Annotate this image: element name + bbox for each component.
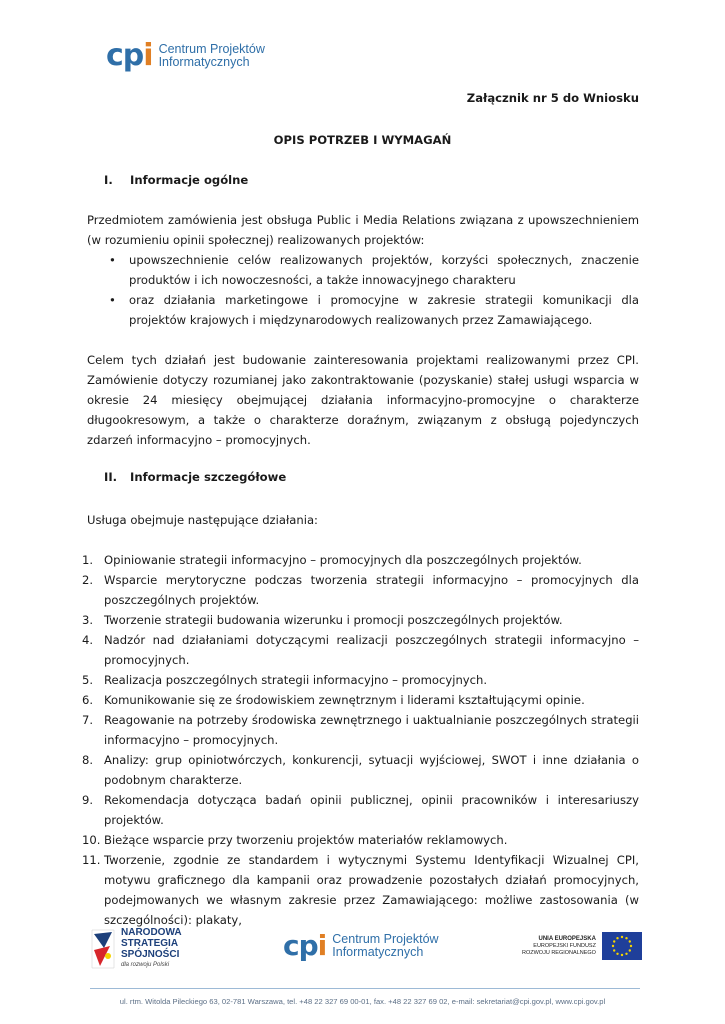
- cpi-logo-mark: cpi: [283, 929, 327, 962]
- list-item: 4. Nadzór nad działaniami dotyczącymi realizacji poszczególnych strategii informacyjno – promocyjnych.: [82, 633, 639, 667]
- intro-block: [87, 210, 639, 330]
- list-item: • upowszechnienie celów realizowanych projektów, korzyści społecznych, znaczenie produktów i ich nowoczesności, a także innowacyjnego charakteru: [87, 250, 639, 290]
- purpose-paragraph: Celem tych działań jest budowanie zainteresowania projektami realizowanymi przez CPI. Zamówienie dotyczy rozumianej jako zakontraktowanie (pozyskanie) stałej usługi wsparcia w okresie 24 miesięcy obejmującej działania informacyjno-promocyjne o charakterze długookresowym, a także o charakterze doraźnym, związanym z obsługą pojedynczych zdarzeń informacyjno – promocyjnych.: [87, 353, 639, 447]
- eu-logo: UNIA EUROPEJSKA EUROPEJSKI FUNDUSZ ROZWOJU REGIONALNEGO: [522, 932, 642, 960]
- list-item: 11. Tworzenie, zgodnie ze standardem i wytycznymi Systemu Identyfikacji Wizualnej CPI, motywu graficznego dla kampanii oraz prowadzenie pozostałych działań promocyjnych, podejmowanych we własnym zakresie przez Zamawiającego: możliwe zastosowania (w szczególności): plakaty,: [82, 853, 639, 927]
- cpi-header-logo: [106, 38, 265, 73]
- actions-block: [82, 550, 639, 930]
- eu-flag-icon: [602, 932, 642, 960]
- footer-address: ul. rtm. Witolda Pileckiego 63, 02-781 Warszawa, tel. +48 22 327 69 00-01, fax. +48 22 327 69 02, e-mail: sekretariat@cpi.gov.pl, www.cpi.gov.pl: [119, 997, 606, 1006]
- actions-list: [82, 550, 639, 930]
- nss-logo: NARODOWA STRATEGIA SPÓJNOŚCI dla rozwoju Polski: [90, 926, 230, 972]
- list-item: 1. Opiniowanie strategii informacyjno – promocyjnych dla poszczególnych projektów.: [82, 553, 582, 567]
- cpi-logo-text: Centrum Projektów Informatycznych: [158, 42, 265, 69]
- goals-list: [87, 250, 639, 330]
- cpi-logo-text: Centrum Projektów Informatycznych: [332, 932, 439, 959]
- cpi-logo-mark: cpi: [106, 38, 153, 73]
- list-item: 3. Tworzenie strategii budowania wizerunku i promocji poszczególnych projektów.: [82, 613, 563, 627]
- section-2-heading: II. Informacje szczegółowe: [104, 470, 287, 484]
- list-item: 8. Analizy: grup opiniotwórczych, konkurencji, sytuacji wyjściowej, SWOT i inne działania o podobnym charakterze.: [82, 753, 639, 787]
- section-1-heading: I. Informacje ogólne: [104, 173, 249, 187]
- footer-divider: [90, 988, 640, 989]
- actions-intro: Usługa obejmuje następujące działania:: [87, 513, 318, 527]
- list-item: 10. Bieżące wsparcie przy tworzeniu projektów materiałów reklamowych.: [82, 833, 508, 847]
- bullet-icon: •: [109, 293, 116, 307]
- intro-paragraph: Przedmiotem zamówienia jest obsługa Public i Media Relations związana z upowszechnieniem (w rozumieniu opinii społecznej) realizowanych projektów:: [87, 213, 639, 247]
- list-item: 7. Reagowanie na potrzeby środowiska zewnętrznego i uaktualnianie poszczególnych strategii informacyjno – promocyjnych.: [82, 713, 639, 747]
- list-item: • oraz działania marketingowe i promocyjne w zakresie strategii komunikacji dla projektów krajowych i międzynarodowych realizowanych przez Zamawiającego.: [87, 290, 639, 330]
- list-item: 5. Realizacja poszczególnych strategii informacyjno – promocyjnych.: [82, 673, 488, 687]
- list-item: 6. Komunikowanie się ze środowiskiem zewnętrznym i liderami kształtującymi opinie.: [82, 693, 585, 707]
- nss-flag-icon: [90, 928, 116, 970]
- list-item: 9. Rekomendacja dotycząca badań opinii publicznej, opinii pracowników i interesariuszy projektów.: [82, 793, 639, 827]
- list-item: 2. Wsparcie merytoryczne podczas tworzenia strategii informacyjno – promocyjnych dla poszczególnych projektów.: [82, 573, 639, 607]
- bullet-icon: •: [109, 253, 116, 267]
- document-title: OPIS POTRZEB I WYMAGAŃ: [273, 133, 452, 147]
- cpi-footer-logo: [283, 929, 439, 962]
- annex-label: Załącznik nr 5 do Wniosku: [466, 91, 639, 105]
